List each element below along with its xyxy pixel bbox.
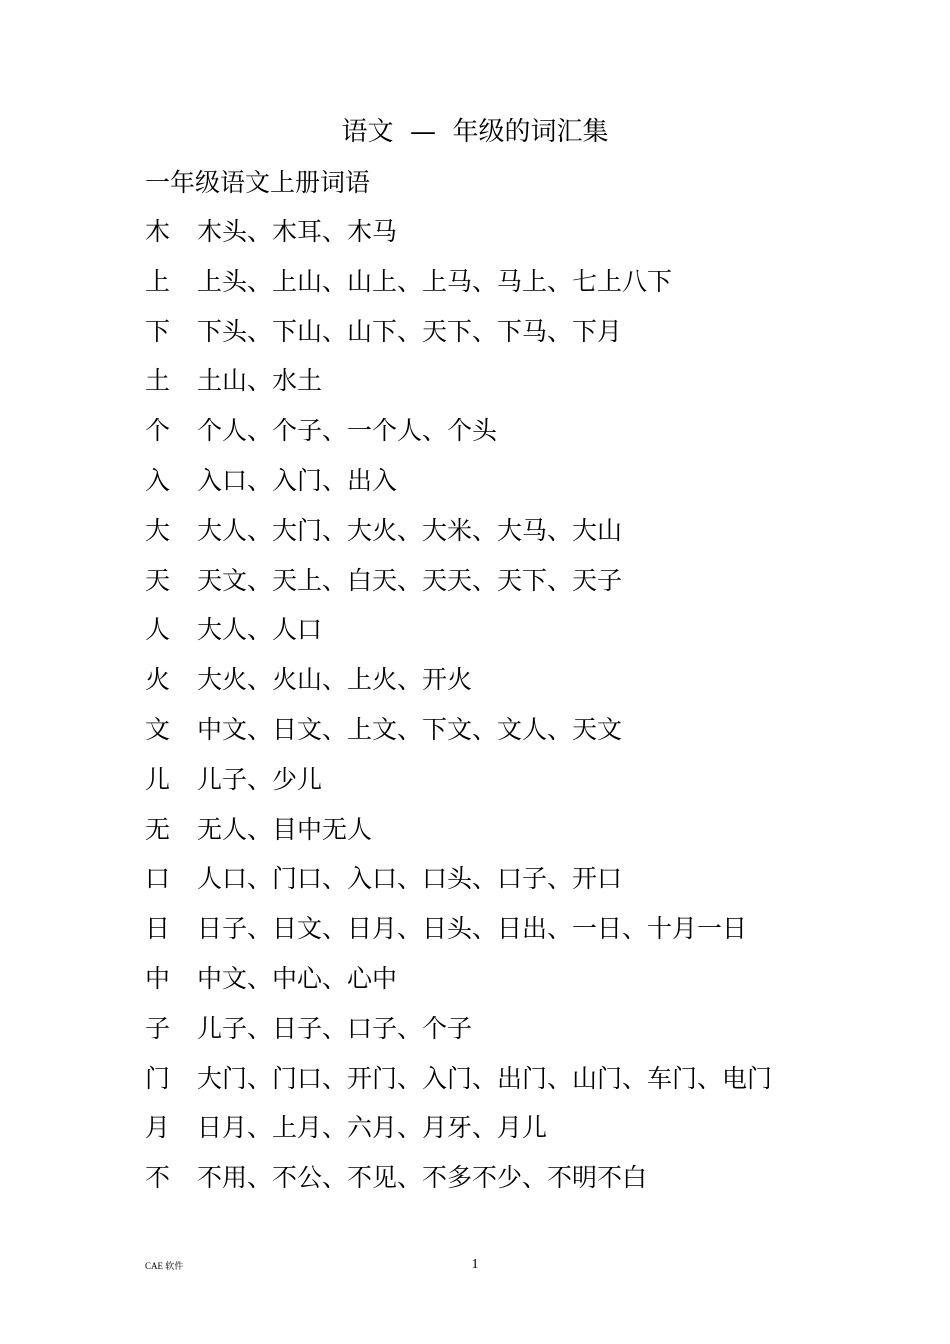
entry-character: 上 (145, 266, 171, 296)
entry-character: 口 (145, 864, 171, 894)
list-item (145, 764, 845, 814)
entry-words: 中文、日文、上文、下文、文人、天文 (197, 714, 623, 744)
entry-words: 大人、大门、大火、大米、大马、大山 (197, 515, 623, 545)
entry-words: 日月、上月、六月、月牙、月儿 (197, 1113, 548, 1143)
entry-words: 下头、下山、山下、天下、下马、下月 (197, 316, 623, 346)
entry-character: 日 (145, 914, 171, 944)
entry-words: 日子、日文、日月、日头、日出、一日、十月一日 (197, 914, 748, 944)
entry-words: 儿子、少儿 (197, 764, 323, 794)
list-item (145, 1162, 845, 1212)
entry-words: 个人、个子、一个人、个头 (197, 416, 498, 446)
entry-words: 木头、木耳、木马 (197, 217, 398, 246)
list-item (145, 565, 845, 615)
list-item (145, 863, 845, 913)
section-heading: 一年级语文上册词语 (145, 168, 371, 197)
entry-character: 入 (145, 465, 171, 495)
list-item (145, 216, 845, 266)
list-item (145, 714, 845, 764)
list-item (145, 913, 845, 963)
entry-character: 大 (145, 515, 171, 545)
entry-words: 不用、不公、不见、不多不少、不明不白 (197, 1163, 648, 1193)
vocabulary-list (145, 216, 845, 1212)
entry-character: 土 (145, 366, 171, 396)
entry-words: 入口、入门、出入 (197, 465, 398, 495)
entry-character: 无 (145, 814, 171, 844)
entry-words: 天文、天上、白天、天天、天下、天子 (197, 565, 623, 595)
list-item (145, 515, 845, 565)
entry-words: 人口、门口、入口、口头、口子、开口 (197, 864, 623, 894)
entry-character: 人 (145, 615, 171, 645)
list-item (145, 664, 845, 714)
entry-words: 无人、目中无人 (197, 814, 373, 844)
entry-words: 上头、上山、山上、上马、马上、七上八下 (197, 266, 673, 296)
list-item (145, 316, 845, 366)
entry-character: 天 (145, 565, 171, 595)
entry-character: 不 (145, 1163, 171, 1193)
entry-words: 中文、中心、心中 (197, 963, 398, 993)
entry-character: 中 (145, 963, 171, 993)
list-item (145, 266, 845, 316)
entry-character: 子 (145, 1013, 171, 1043)
list-item (145, 614, 845, 664)
list-item (145, 465, 845, 515)
document-title: 语文 — 年级的词汇集 (341, 117, 609, 147)
entry-character: 月 (145, 1113, 171, 1143)
entry-character: 下 (145, 316, 171, 346)
entry-character: 木 (145, 217, 171, 246)
entry-words: 大火、火山、上火、开火 (197, 665, 473, 695)
entry-character: 儿 (145, 764, 171, 794)
entry-words: 儿子、日子、口子、个子 (197, 1013, 473, 1043)
entry-character: 火 (145, 665, 171, 695)
entry-character: 个 (145, 416, 171, 446)
list-item (145, 1013, 845, 1063)
list-item (145, 415, 845, 465)
entry-character: 门 (145, 1063, 171, 1093)
entry-words: 土山、水土 (197, 366, 323, 396)
entry-words: 大人、人口 (197, 615, 323, 645)
list-item (145, 963, 845, 1013)
page-number: 1 (471, 1257, 479, 1272)
list-item (145, 814, 845, 864)
entry-character: 文 (145, 714, 171, 744)
list-item (145, 365, 845, 415)
list-item (145, 1112, 845, 1162)
entry-words: 大门、门口、开门、入门、出门、山门、车门、电门 (197, 1063, 773, 1093)
footer-source-label: CAE 软件 (145, 1261, 184, 1271)
list-item (145, 1063, 845, 1113)
